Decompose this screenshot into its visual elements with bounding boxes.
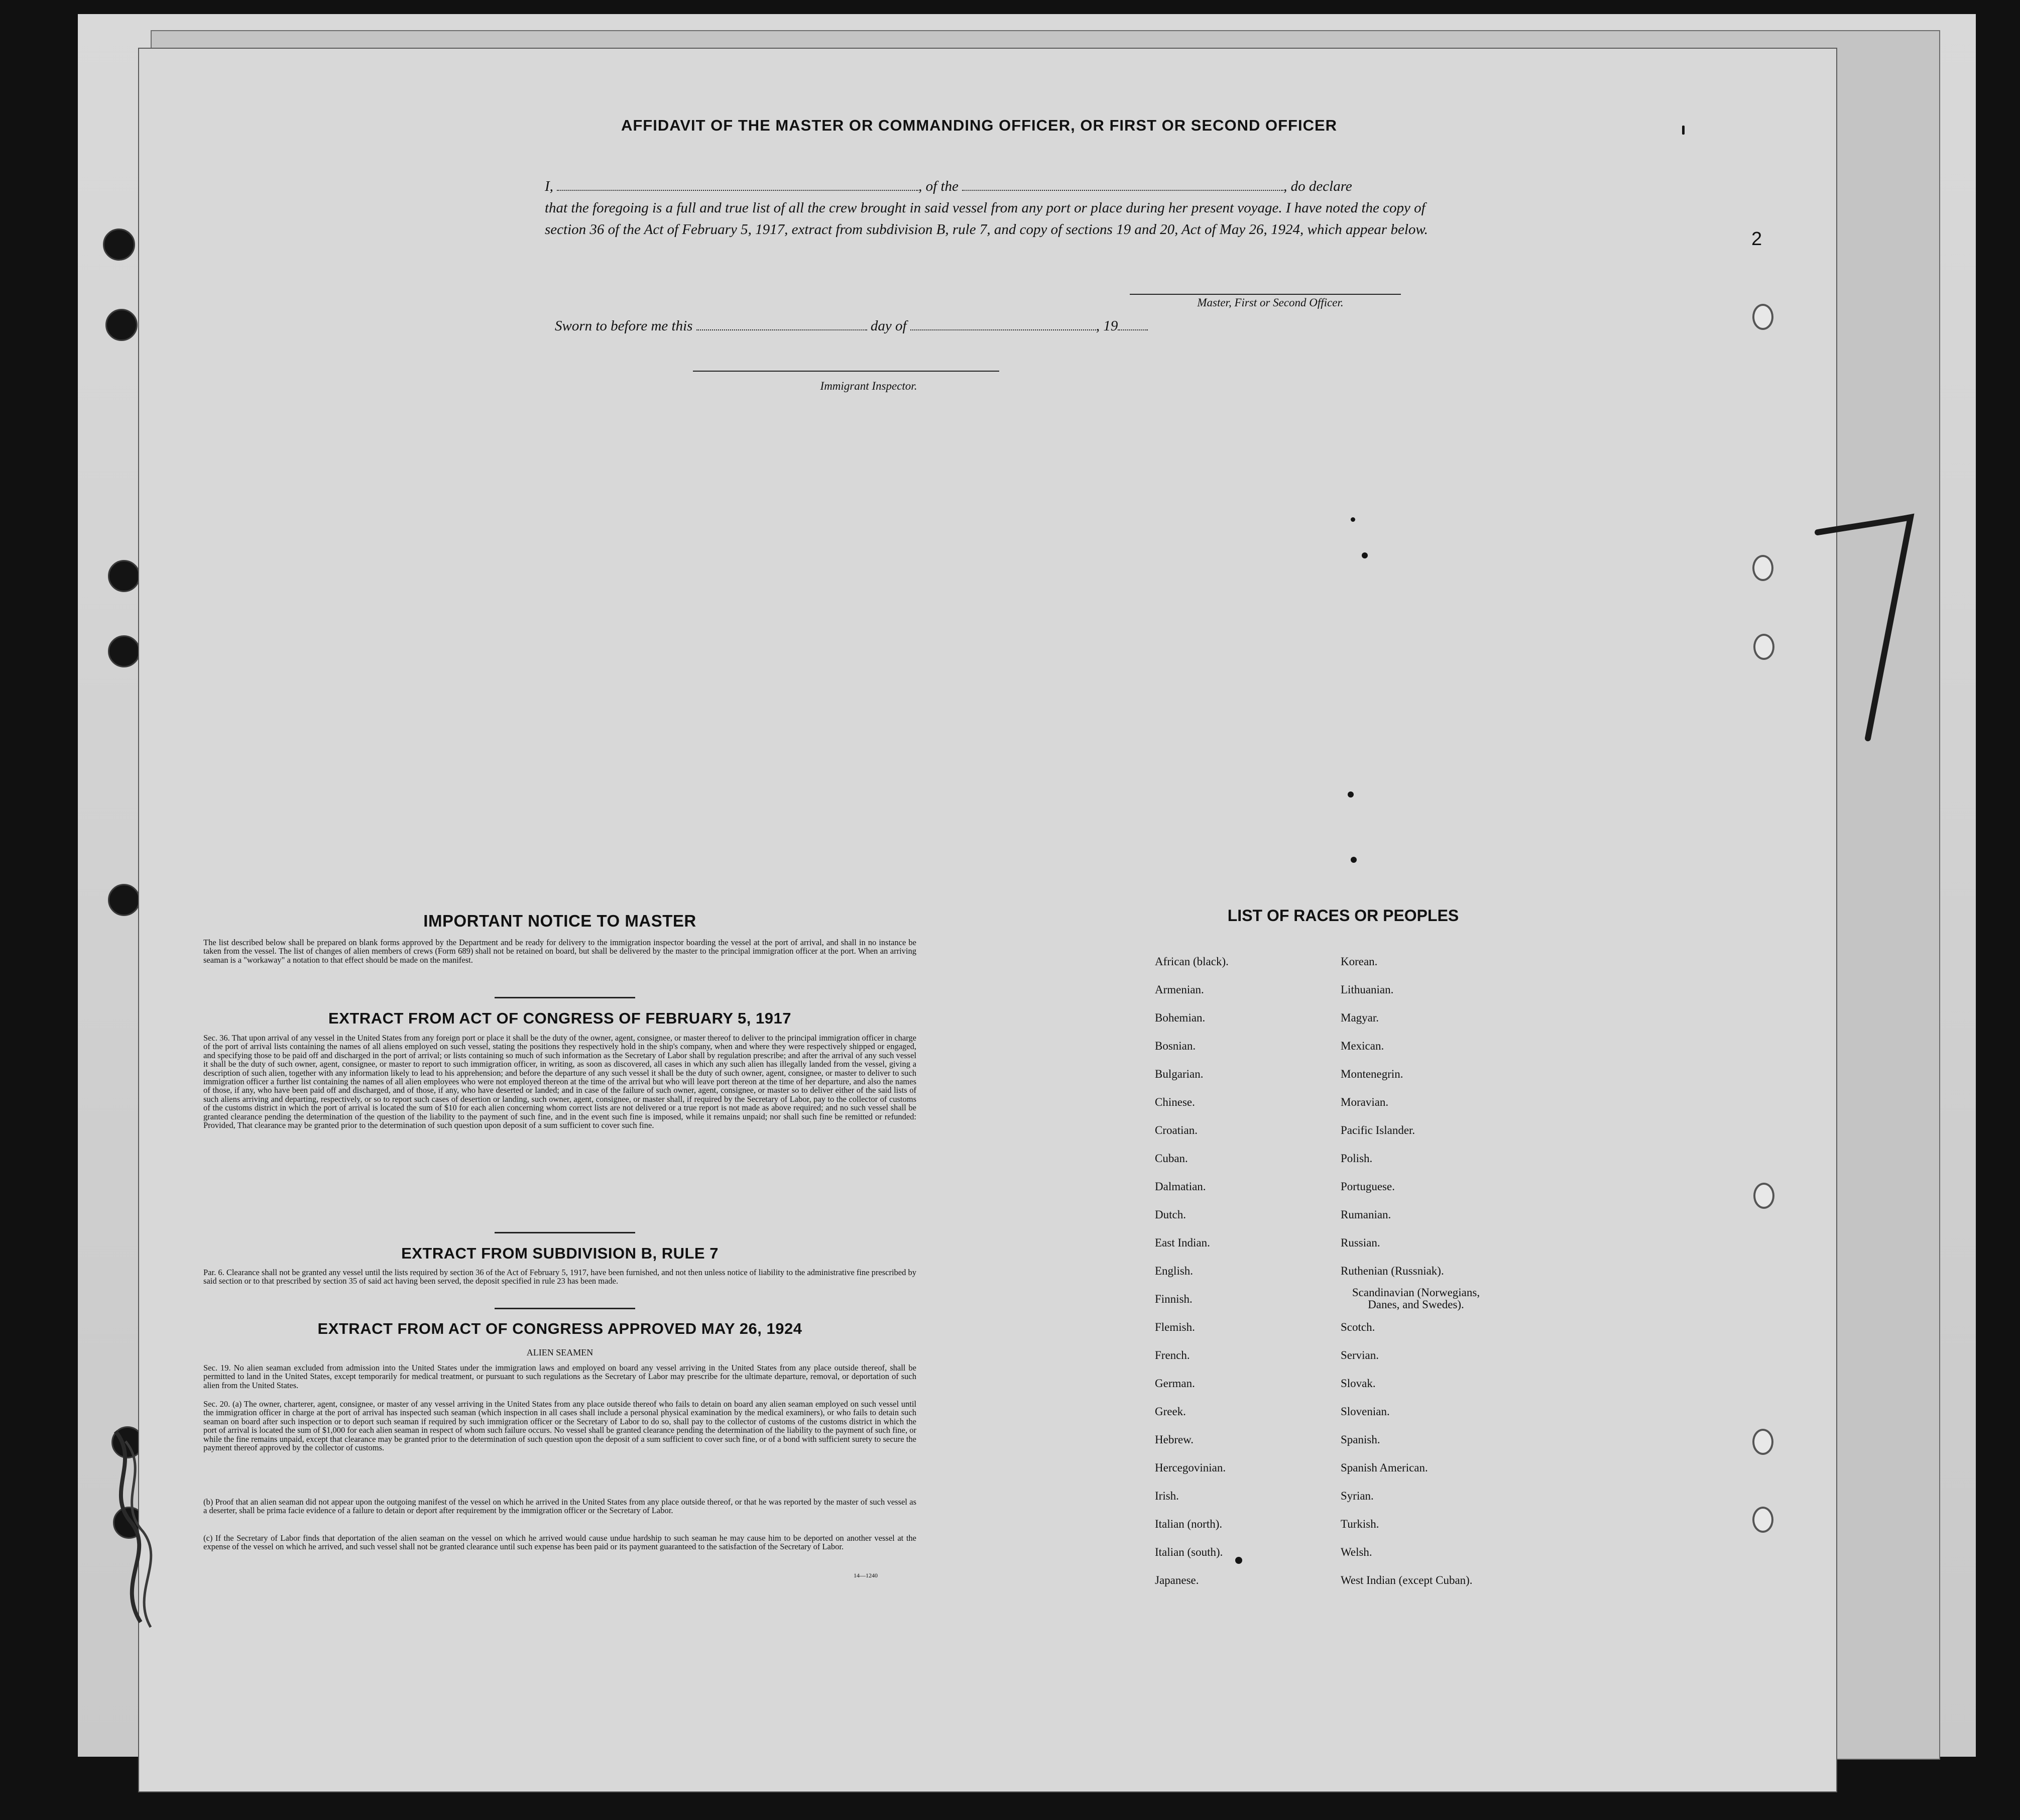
extract-1917-title: EXTRACT FROM ACT OF CONGRESS OF FEBRUARY 5, 1917 xyxy=(328,1009,791,1027)
divider xyxy=(495,1308,635,1309)
race-item: Pacific Islander. xyxy=(1341,1124,1415,1136)
affidavit-i: I, xyxy=(545,178,553,194)
form-code: 14—1240 xyxy=(854,1572,878,1579)
ink-speck xyxy=(1348,791,1354,798)
race-item: Bulgarian. xyxy=(1155,1068,1204,1080)
sworn-date-blank[interactable] xyxy=(696,317,867,330)
affidavit-of-the: , of the xyxy=(918,178,959,194)
notice-text: The list described below shall be prepared on blank forms approved by the Department and be ready for delivery to the immigration inspector boarding the vessel at the port of arrival, and shall in no instance be taken from the vessel. The list of changes of alien members of crews (Form 689) shall not be retained on board, but shall be delivered by the master to the principal immigration officer at the port. When an arriving seaman is a "workaway" a notation to that effect should be made on the manifest. xyxy=(203,938,916,965)
ink-speck xyxy=(1351,857,1357,863)
sworn-year: , 19 xyxy=(1096,318,1118,334)
race-item: Welsh. xyxy=(1341,1546,1372,1558)
race-item: Moravian. xyxy=(1341,1096,1389,1108)
race-item: French. xyxy=(1155,1349,1190,1361)
sworn-statement xyxy=(555,317,1258,334)
race-item: Scandinavian (Norwegians, Danes, and Swedes). xyxy=(1352,1286,1480,1311)
sworn-month-blank[interactable] xyxy=(910,317,1096,330)
binder-hole xyxy=(108,635,140,667)
notice-title: IMPORTANT NOTICE TO MASTER xyxy=(423,912,696,930)
signature-label: Master, First or Second Officer. xyxy=(1197,296,1344,309)
signature-line[interactable] xyxy=(1130,294,1401,295)
race-item: Magyar. xyxy=(1341,1011,1379,1024)
race-item: English. xyxy=(1155,1265,1194,1277)
race-item: Dalmatian. xyxy=(1155,1180,1206,1193)
race-item: West Indian (except Cuban). xyxy=(1341,1574,1473,1586)
affidavit-title: AFFIDAVIT OF THE MASTER OR COMMANDING OFFICER, OR FIRST OR SECOND OFFICER xyxy=(621,117,1338,134)
race-item: Armenian. xyxy=(1155,983,1204,996)
binder-hole xyxy=(105,309,138,341)
affidavit-body xyxy=(545,176,1439,241)
divider xyxy=(495,1232,635,1233)
race-item: Lithuanian. xyxy=(1341,983,1394,996)
binder-hole xyxy=(108,560,140,592)
affidavit-declaration: that the foregoing is a full and true list of all the crew brought in said vessel from any port or place during her present voyage. I have noted the copy of section 36 of the Act of February 5, 1917, extract from subdivision B, rule 7, and copy of sections 19 and 20, Act of May 26, 1924, which appear below. xyxy=(545,200,1428,238)
sworn-year-blank[interactable] xyxy=(1118,317,1148,330)
alien-seamen-subtitle: ALIEN SEAMEN xyxy=(526,1347,593,1357)
race-item: Rumanian. xyxy=(1341,1208,1391,1221)
binder-hole xyxy=(1752,555,1773,581)
pen-mark-seven xyxy=(1808,502,1923,753)
vessel-name-blank[interactable] xyxy=(962,178,1283,191)
race-item: Spanish. xyxy=(1341,1433,1380,1446)
race-item: Hebrew. xyxy=(1155,1433,1194,1446)
race-item: Turkish. xyxy=(1341,1518,1379,1530)
ink-speck xyxy=(1351,517,1355,522)
race-item: Polish. xyxy=(1341,1152,1373,1165)
affidavit-do-declare: , do declare xyxy=(1283,178,1352,194)
race-item: Montenegrin. xyxy=(1341,1068,1403,1080)
race-item: Cuban. xyxy=(1155,1152,1188,1165)
binder-hole xyxy=(1752,1429,1773,1455)
race-item: Japanese. xyxy=(1155,1574,1199,1586)
extract-1924-sec20c: (c) If the Secretary of Labor finds that deportation of the alien seaman on the vessel on which he arrived would cause undue hardship to such seaman he may cause him to be deported on another vessel at the expense of the vessel on which he arrived, and such vessel shall not be granted clearance until such expense has been paid or its payment guaranteed to the satisfaction of the Secretary of Labor. xyxy=(203,1533,916,1552)
extract-1924-sec20a: Sec. 20. (a) The owner, charterer, agent, consignee, or master of any vessel arriving in the United States from any place outside thereof who fails to detain on board any alien seaman employed on such vessel until the immigration officer in charge at the port of arrival has inspected such seaman (which inspection in all cases shall include a personal physical examination by the medical examiners), or who fails to detain such seaman on board after such inspection or to deport such seaman if required by such immigration officer or the Secretary of Labor to do so, shall pay to the collector of customs of the customs district in which the port of arrival is located the sum of $1,000 for each alien seaman in respect of whom such failure occurs. No vessel shall be granted clearance pending the determination of the liability to the payment of such fine, or while the fine remains unpaid, except that clearance may be granted prior to the determination of such question upon the deposit of a sum sufficient to cover such fine, or of a bond with sufficient surety to secure the payment thereof approved by the collector of customs. xyxy=(203,1399,916,1453)
race-item: Slovenian. xyxy=(1341,1405,1390,1418)
page-number: 2 xyxy=(1751,229,1762,250)
extract-1924-sec19: Sec. 19. No alien seaman excluded from admission into the United States under the immigration laws and employed on board any vessel arriving in the United States from any place outside thereof, shall be permitted to land in the United States, except temporarily for medical treatment, or pursuant to such regulations as the Secretary of Labor may prescribe for the ultimate departure, removal, or deportation of such alien from the United States. xyxy=(203,1363,916,1390)
race-item: Servian. xyxy=(1341,1349,1379,1361)
race-item: Finnish. xyxy=(1155,1293,1193,1305)
ink-speck xyxy=(1682,126,1685,135)
race-item: Chinese. xyxy=(1155,1096,1195,1108)
inspector-label: Immigrant Inspector. xyxy=(820,380,917,392)
race-item: African (black). xyxy=(1155,955,1229,968)
race-item: Greek. xyxy=(1155,1405,1186,1418)
ink-speck xyxy=(1362,552,1368,558)
race-item: Bosnian. xyxy=(1155,1040,1196,1052)
race-item: Spanish American. xyxy=(1341,1461,1428,1474)
binder-hole xyxy=(1752,1507,1773,1533)
race-item: Italian (south). xyxy=(1155,1546,1223,1558)
race-item: Scotch. xyxy=(1341,1321,1375,1333)
race-item: Italian (north). xyxy=(1155,1518,1223,1530)
extract-rule7-title: EXTRACT FROM SUBDIVISION B, RULE 7 xyxy=(401,1244,719,1262)
sworn-prefix: Sworn to before me this xyxy=(555,318,693,334)
race-item: East Indian. xyxy=(1155,1236,1210,1249)
race-item: German. xyxy=(1155,1377,1195,1390)
race-item: Slovak. xyxy=(1341,1377,1376,1390)
binding-string xyxy=(95,1421,176,1632)
race-item: Irish. xyxy=(1155,1490,1179,1502)
extract-1917-text: Sec. 36. That upon arrival of any vessel in the United States from any foreign port or place it shall be the duty of the owner, agent, consignee, or master thereof to deliver to the principal immigration officer in charge of the port of arrival lists containing the names of all aliens employed on such vessel, stating the positions they respectively hold in the ship's company, when and where they were respectively shipped or engaged, and specifying those to be paid off and discharged in the port of arrival; or lists containing so much of such information as the Secretary of Labor shall by regulation prescribe; and after the arrival of any such vessel it shall be the duty of such owner, agent, consignee, or master to report to such immigration officer, in writing, as soon as discovered, all cases in which any such alien has illegally landed from the vessel, giving a description of such alien, together with any information likely to lead to his apprehension; and before the departure of any such vessel it shall be the duty of such owner, agent, consignee, or master to deliver to such immigration officer a further list containing the names of all alien employees who were not employed thereon at the time of the arrival but who will leave port thereon at the time of her departure, and also the names of those, if any, who have been paid off and discharged, and of those, if any, who have deserted or landed; and in case of the failure of such owner, agent, consignee, or master so to deliver either of the said lists of such aliens arriving and departing, respectively, or so to report such cases of desertion or landing, such owner, agent, consignee, or master shall, if required by the Secretary of Labor, pay to the collector of customs of the customs district in which the port of arrival is located the sum of $10 for each alien concerning whom correct lists are not delivered or a true report is not made as above required; and no such vessel shall be granted clearance pending the determination of the question of the liability to the payment of such fine, and in the event such fine is imposed, while it remains unpaid; nor shall such fine be remitted or refunded: Provided, That clearance may be granted prior to the determination of such question upon deposit of a sum sufficient to cover such fine. xyxy=(203,1033,916,1130)
binder-hole xyxy=(108,884,140,916)
race-item: Hercegovinian. xyxy=(1155,1461,1226,1474)
divider xyxy=(495,997,635,998)
races-title: LIST OF RACES OR PEOPLES xyxy=(1227,906,1459,925)
sworn-day-of: day of xyxy=(870,318,907,334)
binder-hole xyxy=(1753,634,1774,660)
race-item: Portuguese. xyxy=(1341,1180,1395,1193)
race-item: Flemish. xyxy=(1155,1321,1195,1333)
binder-hole xyxy=(1752,304,1773,330)
ink-speck xyxy=(1235,1557,1242,1564)
extract-rule7-text: Par. 6. Clearance shall not be granted any vessel until the lists required by section 36 of the Act of February 5, 1917, have been furnished, and not then unless notice of liability to the administrative fine prescribed by said section or to that prescribed by section 35 of said act having been served, the deposit specified in rule 23 has been made. xyxy=(203,1268,917,1286)
binder-hole xyxy=(1753,1183,1774,1209)
extract-1924-sec20b: (b) Proof that an alien seaman did not appear upon the outgoing manifest of the vessel on which he arrived in the United States from any place outside thereof, or that he was reported by the master of such vessel as a deserter, shall be prima facie evidence of a failure to detain or deport after requirement by the immigration officer or the Secretary of Labor. xyxy=(203,1497,916,1516)
race-item: Syrian. xyxy=(1341,1490,1374,1502)
extract-1924-title: EXTRACT FROM ACT OF CONGRESS APPROVED MAY 26, 1924 xyxy=(317,1320,802,1337)
officer-name-blank[interactable] xyxy=(557,178,918,191)
race-item: Mexican. xyxy=(1341,1040,1384,1052)
race-item: Korean. xyxy=(1341,955,1378,968)
race-item: Croatian. xyxy=(1155,1124,1198,1136)
race-item: Bohemian. xyxy=(1155,1011,1206,1024)
binder-hole xyxy=(103,229,135,261)
race-item: Dutch. xyxy=(1155,1208,1186,1221)
race-item: Russian. xyxy=(1341,1236,1380,1249)
inspector-signature-line[interactable] xyxy=(693,371,999,372)
race-item: Ruthenian (Russniak). xyxy=(1341,1265,1444,1277)
